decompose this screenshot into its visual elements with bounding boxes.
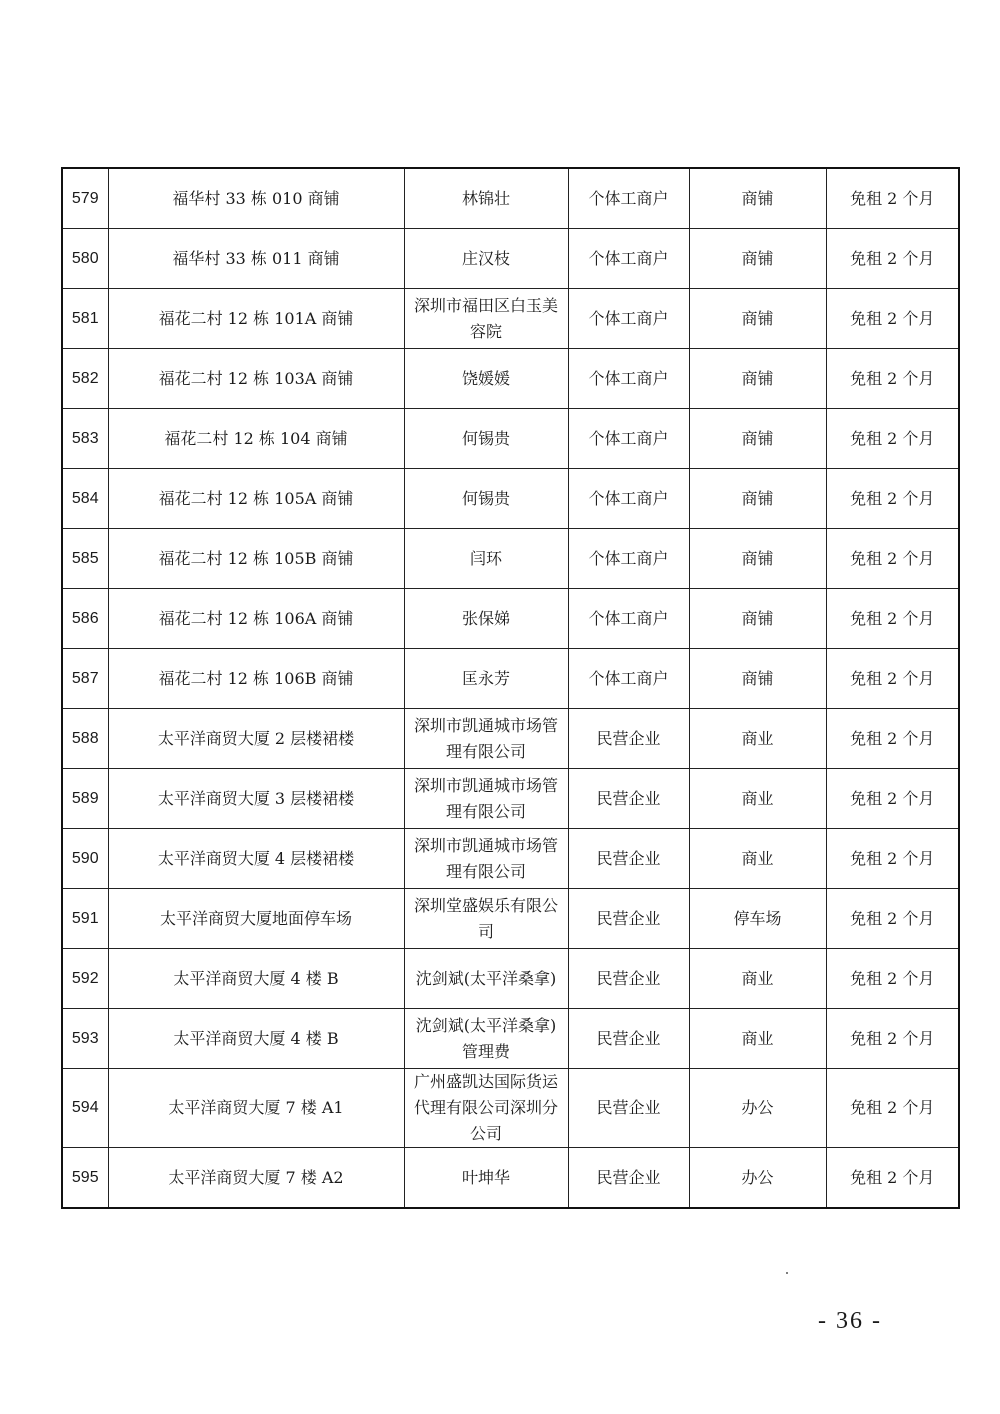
cell-relief: 免租 2 个月 <box>826 949 959 1009</box>
cell-tenant-type: 个体工商户 <box>568 229 689 289</box>
table-row <box>62 889 959 949</box>
cell-property: 太平洋商贸大厦 7 楼 A1 <box>108 1069 404 1148</box>
cell-usage: 商铺 <box>689 529 826 589</box>
cell-tenant: 匡永芳 <box>404 649 568 709</box>
cell-no: 587 <box>62 649 108 709</box>
cell-no: 581 <box>62 289 108 349</box>
table-row <box>62 649 959 709</box>
cell-usage: 商业 <box>689 1009 826 1069</box>
rent-relief-table <box>61 167 960 1209</box>
cell-property: 太平洋商贸大厦 7 楼 A2 <box>108 1148 404 1209</box>
cell-tenant-type: 民营企业 <box>568 1069 689 1148</box>
cell-no: 595 <box>62 1148 108 1209</box>
cell-no: 580 <box>62 229 108 289</box>
cell-no: 592 <box>62 949 108 1009</box>
cell-property: 福华村 33 栋 010 商铺 <box>108 168 404 229</box>
cell-property: 太平洋商贸大厦 4 楼 B <box>108 949 404 1009</box>
cell-tenant: 深圳市福田区白玉美容院 <box>404 289 568 349</box>
table-row <box>62 1069 959 1148</box>
cell-property: 福花二村 12 栋 104 商铺 <box>108 409 404 469</box>
cell-tenant: 沈剑斌(太平洋桑拿)管理费 <box>404 1009 568 1069</box>
cell-property: 福花二村 12 栋 103A 商铺 <box>108 349 404 409</box>
cell-tenant-type: 民营企业 <box>568 709 689 769</box>
cell-usage: 停车场 <box>689 889 826 949</box>
cell-property: 太平洋商贸大厦 4 层楼裙楼 <box>108 829 404 889</box>
cell-usage: 办公 <box>689 1148 826 1209</box>
cell-tenant-type: 民营企业 <box>568 949 689 1009</box>
cell-tenant: 饶媛媛 <box>404 349 568 409</box>
cell-usage: 商业 <box>689 769 826 829</box>
cell-relief: 免租 2 个月 <box>826 469 959 529</box>
cell-tenant-type: 个体工商户 <box>568 409 689 469</box>
cell-relief: 免租 2 个月 <box>826 829 959 889</box>
cell-no: 594 <box>62 1069 108 1148</box>
cell-tenant: 何锡贵 <box>404 409 568 469</box>
cell-tenant-type: 民营企业 <box>568 829 689 889</box>
cell-tenant: 叶坤华 <box>404 1148 568 1209</box>
cell-tenant-type: 个体工商户 <box>568 289 689 349</box>
cell-property: 太平洋商贸大厦 2 层楼裙楼 <box>108 709 404 769</box>
cell-usage: 商铺 <box>689 289 826 349</box>
cell-no: 586 <box>62 589 108 649</box>
cell-no: 584 <box>62 469 108 529</box>
table-row <box>62 949 959 1009</box>
cell-usage: 商铺 <box>689 409 826 469</box>
table-row <box>62 168 959 229</box>
table-row <box>62 229 959 289</box>
cell-usage: 商业 <box>689 829 826 889</box>
table-row <box>62 769 959 829</box>
cell-tenant-type: 个体工商户 <box>568 469 689 529</box>
cell-usage: 商铺 <box>689 649 826 709</box>
cell-property: 福华村 33 栋 011 商铺 <box>108 229 404 289</box>
cell-tenant: 何锡贵 <box>404 469 568 529</box>
cell-tenant-type: 个体工商户 <box>568 168 689 229</box>
table-row <box>62 529 959 589</box>
cell-tenant-type: 个体工商户 <box>568 349 689 409</box>
cell-tenant: 深圳市凯通城市场管理有限公司 <box>404 829 568 889</box>
cell-no: 579 <box>62 168 108 229</box>
cell-relief: 免租 2 个月 <box>826 769 959 829</box>
cell-no: 583 <box>62 409 108 469</box>
cell-no: 585 <box>62 529 108 589</box>
cell-usage: 办公 <box>689 1069 826 1148</box>
cell-usage: 商业 <box>689 709 826 769</box>
cell-no: 582 <box>62 349 108 409</box>
cell-property: 福花二村 12 栋 106B 商铺 <box>108 649 404 709</box>
cell-usage: 商铺 <box>689 229 826 289</box>
cell-relief: 免租 2 个月 <box>826 1148 959 1209</box>
cell-relief: 免租 2 个月 <box>826 709 959 769</box>
cell-relief: 免租 2 个月 <box>826 1069 959 1148</box>
cell-relief: 免租 2 个月 <box>826 1009 959 1069</box>
cell-tenant-type: 民营企业 <box>568 769 689 829</box>
cell-no: 590 <box>62 829 108 889</box>
cell-tenant: 庄汉枝 <box>404 229 568 289</box>
table-body <box>62 168 959 1208</box>
cell-relief: 免租 2 个月 <box>826 168 959 229</box>
cell-relief: 免租 2 个月 <box>826 589 959 649</box>
cell-tenant-type: 民营企业 <box>568 889 689 949</box>
table-row <box>62 589 959 649</box>
cell-relief: 免租 2 个月 <box>826 649 959 709</box>
cell-property: 福花二村 12 栋 106A 商铺 <box>108 589 404 649</box>
cell-tenant-type: 民营企业 <box>568 1148 689 1209</box>
cell-relief: 免租 2 个月 <box>826 409 959 469</box>
cell-property: 太平洋商贸大厦 4 楼 B <box>108 1009 404 1069</box>
cell-tenant: 深圳市凯通城市场管理有限公司 <box>404 709 568 769</box>
cell-tenant-type: 民营企业 <box>568 1009 689 1069</box>
cell-tenant: 沈剑斌(太平洋桑拿) <box>404 949 568 1009</box>
cell-relief: 免租 2 个月 <box>826 349 959 409</box>
table-row <box>62 709 959 769</box>
cell-tenant: 深圳市凯通城市场管理有限公司 <box>404 769 568 829</box>
table-row <box>62 349 959 409</box>
cell-tenant: 张保娣 <box>404 589 568 649</box>
table-row <box>62 469 959 529</box>
cell-property: 太平洋商贸大厦地面停车场 <box>108 889 404 949</box>
table-row <box>62 1009 959 1069</box>
cell-tenant-type: 个体工商户 <box>568 529 689 589</box>
table-row <box>62 1148 959 1209</box>
table-row <box>62 409 959 469</box>
cell-usage: 商铺 <box>689 349 826 409</box>
cell-relief: 免租 2 个月 <box>826 889 959 949</box>
cell-usage: 商铺 <box>689 589 826 649</box>
cell-tenant: 广州盛凯达国际货运代理有限公司深圳分公司 <box>404 1069 568 1148</box>
table-row <box>62 289 959 349</box>
cell-tenant-type: 个体工商户 <box>568 589 689 649</box>
cell-tenant-type: 个体工商户 <box>568 649 689 709</box>
table-row <box>62 829 959 889</box>
cell-no: 589 <box>62 769 108 829</box>
cell-tenant: 林锦壮 <box>404 168 568 229</box>
cell-property: 福花二村 12 栋 105A 商铺 <box>108 469 404 529</box>
cell-no: 591 <box>62 889 108 949</box>
cell-usage: 商铺 <box>689 168 826 229</box>
cell-usage: 商铺 <box>689 469 826 529</box>
cell-relief: 免租 2 个月 <box>826 229 959 289</box>
cell-tenant: 闫环 <box>404 529 568 589</box>
cell-no: 588 <box>62 709 108 769</box>
cell-relief: 免租 2 个月 <box>826 289 959 349</box>
cell-property: 太平洋商贸大厦 3 层楼裙楼 <box>108 769 404 829</box>
cell-usage: 商业 <box>689 949 826 1009</box>
cell-property: 福花二村 12 栋 101A 商铺 <box>108 289 404 349</box>
page-number: - 36 - <box>818 1308 882 1334</box>
cell-tenant: 深圳堂盛娱乐有限公司 <box>404 889 568 949</box>
scan-speck <box>786 1272 788 1274</box>
cell-property: 福花二村 12 栋 105B 商铺 <box>108 529 404 589</box>
cell-relief: 免租 2 个月 <box>826 529 959 589</box>
cell-no: 593 <box>62 1009 108 1069</box>
